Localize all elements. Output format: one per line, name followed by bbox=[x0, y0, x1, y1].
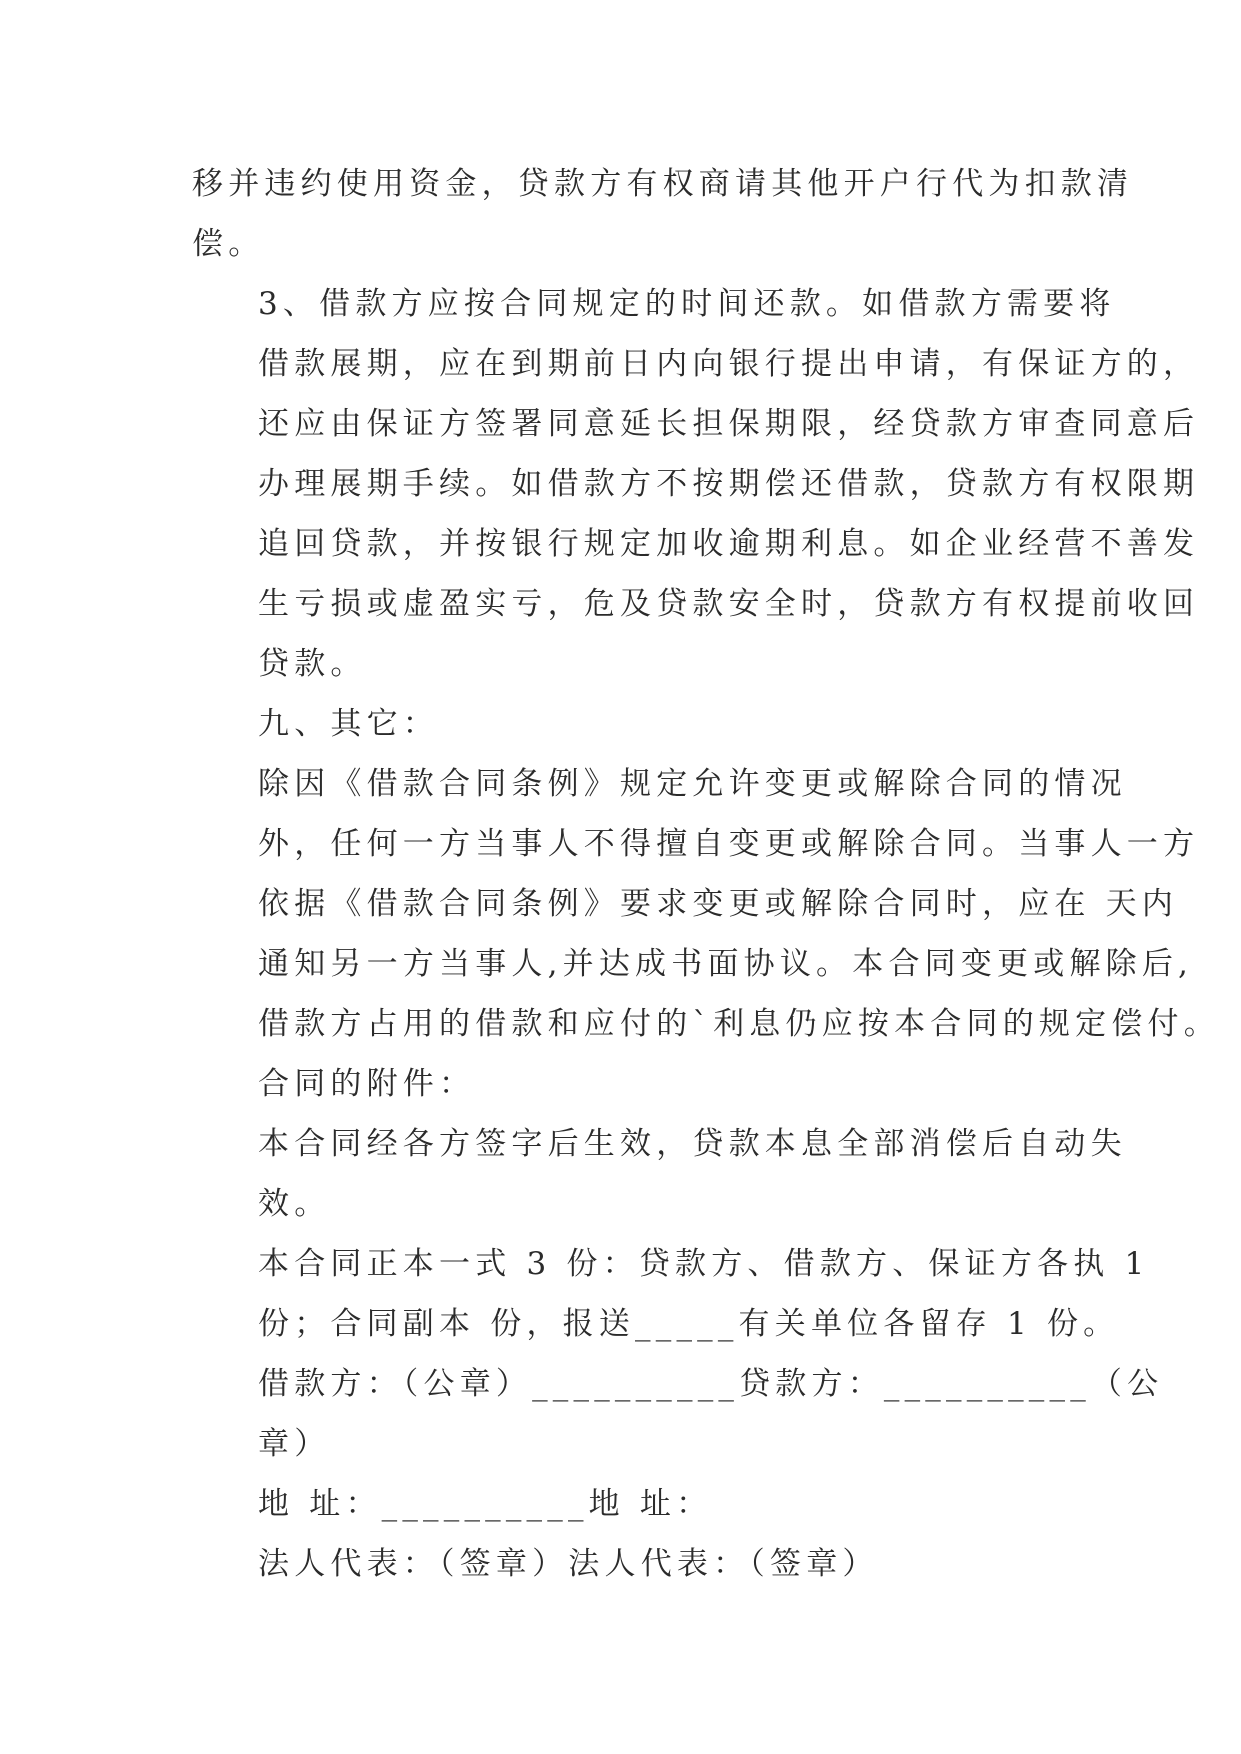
text-line: 移并违约使用资金，贷款方有权商请其他开户行代为扣款清 bbox=[192, 166, 1134, 202]
text-line: 贷款。 bbox=[258, 646, 367, 682]
text-line: 地 址：__________地 址： bbox=[258, 1486, 713, 1522]
text-line: 合同的附件： bbox=[258, 1066, 476, 1102]
paragraph-copies bbox=[192, 1234, 1150, 1354]
text-line: 借款方占用的借款和应付的`利息仍应按本合同的规定偿付。 bbox=[258, 1006, 1220, 1042]
paragraph-contract-modification bbox=[192, 754, 1220, 1054]
text-line: 通知另一方当事人,并达成书面协议。本合同变更或解除后, bbox=[258, 946, 1194, 982]
signature-seal-line bbox=[192, 1354, 1164, 1474]
text-line: 还应由保证方签署同意延长担保期限，经贷款方审查同意后 bbox=[258, 406, 1200, 442]
text-line: 借款方：（公章）__________贷款方：__________（公 bbox=[258, 1366, 1164, 1402]
text-line: 追回贷款，并按银行规定加收逾期利息。如企业经营不善发 bbox=[258, 526, 1200, 562]
paragraph-clause-3-repayment bbox=[192, 274, 1200, 694]
text-line: 3、借款方应按合同规定的时间还款。如借款方需要将 bbox=[258, 286, 1116, 322]
text-line: 章） bbox=[258, 1426, 331, 1462]
signature-legal-representative-line bbox=[192, 1534, 1062, 1594]
text-line: 份；合同副本 份，报送_____有关单位各留存 1 份。 bbox=[258, 1306, 1120, 1342]
paragraph-effectiveness bbox=[192, 1114, 1127, 1234]
text-line: 外，任何一方当事人不得擅自变更或解除合同。当事人一方 bbox=[258, 826, 1200, 862]
section-heading-attachments bbox=[192, 1054, 1062, 1114]
text-line: 本合同经各方签字后生效，贷款本息全部消偿后自动失 bbox=[258, 1126, 1127, 1162]
text-line: 依据《借款合同条例》要求变更或解除合同时，应在 天内 bbox=[258, 886, 1179, 922]
text-line: 偿。 bbox=[192, 226, 265, 262]
text-line: 九、其它： bbox=[258, 706, 439, 742]
text-line: 效。 bbox=[258, 1186, 331, 1222]
text-line: 借款展期，应在到期前日内向银行提出申请，有保证方的， bbox=[258, 346, 1200, 382]
section-heading-other bbox=[192, 694, 1062, 754]
text-line: 生亏损或虚盈实亏，危及贷款安全时，贷款方有权提前收回 bbox=[258, 586, 1200, 622]
text-line: 除因《借款合同条例》规定允许变更或解除合同的情况 bbox=[258, 766, 1127, 802]
text-line: 本合同正本一式 3 份：贷款方、借款方、保证方各执 1 bbox=[258, 1246, 1150, 1282]
signature-address-line bbox=[192, 1474, 1062, 1534]
paragraph-repayment-deduction bbox=[192, 154, 1134, 274]
document-body bbox=[192, 154, 1220, 1594]
text-line: 办理展期手续。如借款方不按期偿还借款，贷款方有权限期 bbox=[258, 466, 1200, 502]
text-line: 法人代表：（签章）法人代表：（签章） bbox=[258, 1546, 879, 1582]
